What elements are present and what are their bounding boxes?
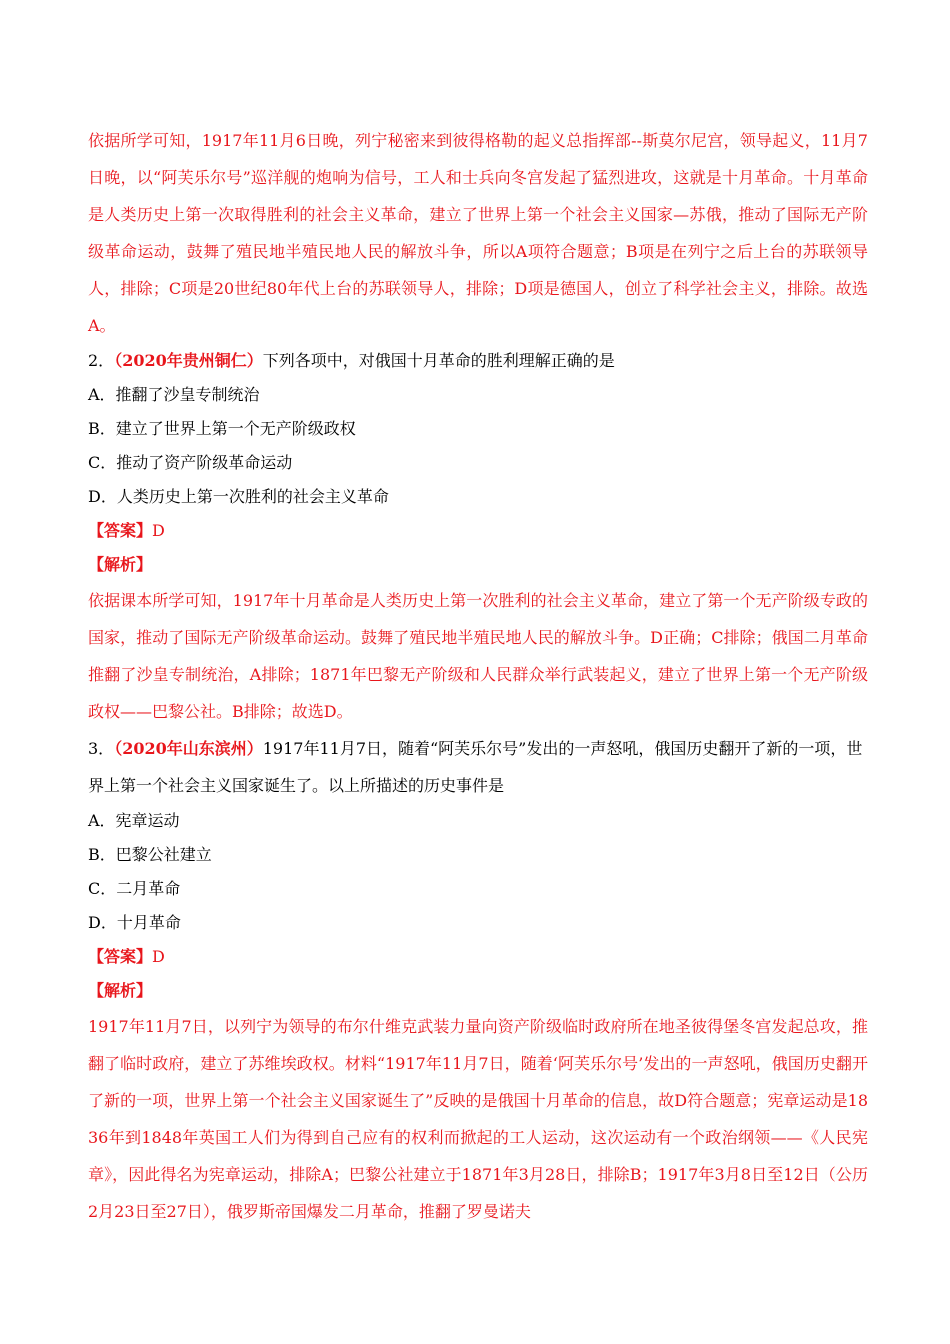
document-page xyxy=(88,122,868,1230)
q3-analysis-label: 【解析】 xyxy=(88,981,153,1000)
q3-option-d: D．十月革命 xyxy=(88,913,181,932)
q3-option-c: C．二月革命 xyxy=(88,879,181,898)
q2-analysis-text: 依据课本所学可知，1917年十月革命是人类历史上第一次胜利的社会主义革命，建立了第一个无产阶级专政的国家，推动了国际无产阶级革命运动。鼓舞了殖民地半殖民地人民的解放斗争。D正确；C排除；俄国二月革命推翻了沙皇专制统治，A排除；1871年巴黎无产阶级和人民群众举行武装起义，建立了世界上第一个无产阶级政权——巴黎公社。B排除；故选D。 xyxy=(88,591,868,721)
q2-stem xyxy=(88,344,868,378)
q3-stem xyxy=(88,730,868,804)
q3-stem-text: 1917年11月7日，随着“阿芙乐尔号”发出的一声怒吼，俄国历史翻开了新的一项，世界上第一个社会主义国家诞生了。以上所描述的历史事件是 xyxy=(88,739,863,795)
q3-answer xyxy=(88,940,868,974)
q2-option-d: D．人类历史上第一次胜利的社会主义革命 xyxy=(88,487,389,506)
q3-option-b: B．巴黎公社建立 xyxy=(88,845,212,864)
q2-answer-value: D xyxy=(152,521,165,540)
q3-analysis-text: 1917年11月7日，以列宁为领导的布尔什维克武装力量向资产阶级临时政府所在地圣彼得堡冬宫发起总攻，推翻了临时政府，建立了苏维埃政权。材料“1917年11月7日，随着‘阿芙乐尔号’发出的一声怒吼，俄国历史翻开了新的一项，世界上第一个社会主义国家诞生了”反映的是俄国十月革命的信息，故D符合题意；宪章运动是1836年到1848年英国工人们为得到自己应有的权利而掀起的工人运动，这次运动有一个政治纲领——《人民宪章》，因此得名为宪章运动，排除A；巴黎公社建立于1871年3月28日，排除B；1917年3月8日至12日（公历2月23日至27日），俄罗斯帝国爆发二月革命，推翻了罗曼诺夫 xyxy=(88,1017,868,1221)
q3-answer-label: 【答案】 xyxy=(88,947,153,966)
q3-option-a: A．宪章运动 xyxy=(88,811,180,830)
q2-analysis-label: 【解析】 xyxy=(88,555,153,574)
q2-stem-text: 下列各项中，对俄国十月革命的胜利理解正确的是 xyxy=(262,351,615,370)
q3-source: （2020年山东滨州） xyxy=(114,739,263,758)
q2-option-a: A．推翻了沙皇专制统治 xyxy=(88,385,260,404)
q1-analysis-text: 依据所学可知，1917年11月6日晚，列宁秘密来到彼得格勒的起义总指挥部--斯莫尔尼宫，领导起义，11月7日晚，以“阿芙乐尔号”巡洋舰的炮响为信号，工人和士兵向冬宫发起了猛烈进攻，这就是十月革命。十月革命是人类历史上第一次取得胜利的社会主义革命，建立了世界上第一个社会主义国家—苏俄，推动了国际无产阶级革命运动，鼓舞了殖民地半殖民地人民的解放斗争，所以A项符合题意；B项是在列宁之后上台的苏联领导人，排除；C项是20世纪80年代上台的苏联领导人，排除；D项是德国人，创立了科学社会主义，排除。故选A。 xyxy=(88,131,868,335)
q2-option-c: C．推动了资产阶级革命运动 xyxy=(88,453,293,472)
q2-number: 2． xyxy=(88,351,115,370)
q3-answer-value: D xyxy=(152,947,165,966)
q3-number: 3． xyxy=(88,739,115,758)
q2-answer-label: 【答案】 xyxy=(88,521,153,540)
q2-source: （2020年贵州铜仁） xyxy=(114,351,263,370)
q2-answer xyxy=(88,514,868,548)
q2-option-b: B．建立了世界上第一个无产阶级政权 xyxy=(88,419,356,438)
